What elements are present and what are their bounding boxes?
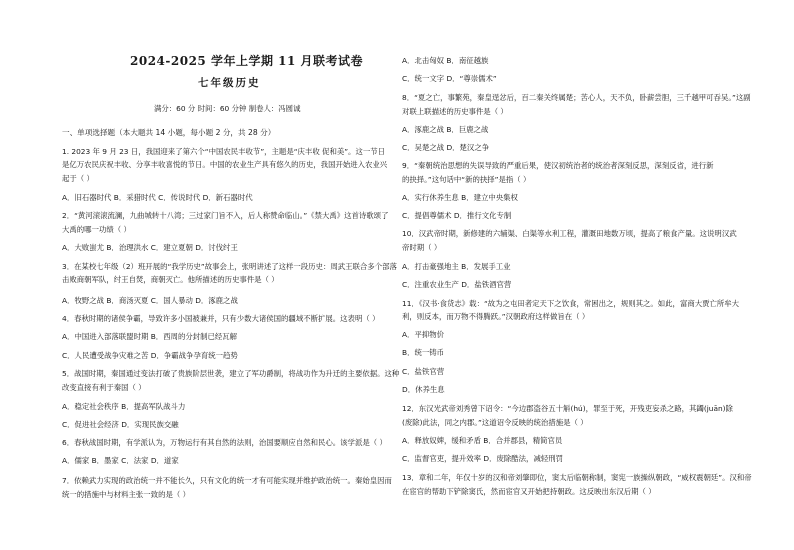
question-line: A．涿鹿之战 B．巨鹿之战	[402, 125, 489, 134]
question-line: 4．春秋时期的诸侯争霸，导致许多小国被兼并，只有少数大诸侯国的疆域不断扩展。这表明（ ）	[62, 314, 380, 323]
question-line: 在宦官的帮助下铲除窦氏，然而宦官又开始把持朝政。这反映出东汉后期（ ）	[402, 487, 656, 496]
question-line: C．吴楚之战 D．楚汉之争	[402, 143, 490, 152]
question-line: 13．章和二年，年仅十岁的汉和帝刘肇即位，窦太后临朝称制，窦宪一族操纵朝政，“威权震朝廷”。汉和帝	[402, 473, 752, 482]
question-line: 11．《汉书·食货志》载：“故为之屯田者定天下之饮食，常困出之，规则其之。如此，富商大贾亡所牟大	[402, 299, 740, 308]
question-line: 3．在某校七年级（2）班开展的“我学历史”故事会上，张明讲述了这样一段历史：周武王联合多个部落	[62, 262, 397, 271]
question-line: C．盐铁官营	[402, 367, 445, 376]
question-line: A．稳定社会秩序 B．提高军队战斗力	[62, 402, 186, 411]
section-heading: 一、单项选择题（本大题共 14 小题，每小题 2 分，共 28 分）	[62, 128, 276, 137]
question-line: A．儒家 B．墨家 C．法家 D．道家	[62, 456, 179, 465]
question-line: 12．东汉光武帝刘秀曾下诏令：“今边郡盗谷五十斛(hú)，罪至于死，开残吏妄杀之路，其蠲(juān)除	[402, 404, 733, 413]
question-line: 5．战国时期，秦国通过变法打破了贵族阶层世袭，建立了军功爵制，将战功作为升迁的主要依据。这种	[62, 369, 400, 378]
question-line: 6．春秋战国时期，有学派认为，万物运行有其自然的法则，治国要顺应自然和民心。该学派是（ ）	[62, 438, 387, 447]
question-line: 改变直接有利于秦国（ ）	[62, 383, 146, 392]
question-line: C．监督官吏，提升效率 D．废除酷法，减轻刑罚	[402, 454, 564, 463]
question-line: A．旧石器时代 B．采猎时代 C．传说时代 D．新石器时代	[62, 193, 253, 202]
question-line: 帝时期（ ）	[402, 243, 442, 252]
question-line: 9．“秦朝统治思想的失误导致的严重后果，使汉初统治者的统治者深刻反思，深刻反省，进行新	[402, 161, 714, 170]
question-line: A．平抑物价	[402, 330, 445, 339]
question-line: C．人民遭受战争灾难之苦 D．争霸战争孕育统一趋势	[62, 351, 238, 360]
question-line: 7．依赖武力实现的政治统一并不能长久，只有文化的统一才有可能实现并维护政治统一。秦始皇因而	[62, 476, 392, 485]
question-line: 1. 2023 年 9 月 23 日，我国迎来了第六个“中国农民丰收节”，主题是“庆丰收 促和美”。这一节日	[62, 147, 386, 156]
question-line: C．提倡尊儒术 D．推行文化专制	[402, 211, 512, 220]
question-line: C．统一文字 D．“尊崇儒术”	[402, 74, 497, 83]
question-line: B．统一铸币	[402, 348, 445, 357]
question-line: 对联上联描述的历史事件是（ ）	[402, 107, 508, 116]
question-line: (废除)此法，同之内郡。”这道诏令反映的统治措施是（ ）	[402, 418, 588, 427]
question-line: A．大败蚩尤 B．治理洪水 C．建立夏朝 D．讨伐纣王	[62, 243, 238, 252]
question-line: D．休养生息	[402, 385, 445, 394]
question-line: 是亿万农民庆祝丰收、分享丰收喜悦的节日。中国的农业生产具有悠久的历史，我国开始进入农业兴	[62, 160, 388, 169]
exam-subject: 七年级历史	[198, 77, 261, 89]
question-line: A．实行休养生息 B．建立中央集权	[402, 193, 518, 202]
exam-title: 2024-2025 学年上学期 11 月联考试卷	[130, 54, 364, 68]
question-line: A．打击豪强地主 B．发展手工业	[402, 262, 511, 271]
question-line: 2．“黄河滚滚流澜，九曲城转十八湾；三过家门旨不入，后人称赞命临山。”《禁大禹》这首诗歌颂了	[62, 211, 389, 220]
question-line: 大禹的哪一功绩（ ）	[62, 225, 131, 234]
question-line: 8．“夏之亡，事繁苑，秦皇逞忿后，百二秦关终属楚；苦心人，天不负，卧薪尝胆，三千越甲可吞吴。”这副	[402, 93, 751, 102]
question-line: 的抉择。”这句话中“新的抉择”是指（ ）	[402, 175, 531, 184]
exam-meta: 满分：60 分 时间：60 分钟 制卷人：冯圆诚	[154, 104, 301, 113]
question-line: C．促进社会经济 D．实现民族交融	[62, 420, 179, 429]
question-line: A．北击匈奴 B．南征越族	[402, 56, 489, 65]
question-line: C．注重农业生产 D．盐铁酒官营	[402, 280, 512, 289]
question-line: 10．汉武帝时期，新修建的六辅渠、白渠等水利工程，灌溉田地数万顷，提高了粮食产量。这说明汉武	[402, 229, 737, 238]
question-line: 击败商朝军队，纣王自焚，商朝灭亡。他所描述的历史事件是（ ）	[62, 275, 279, 284]
question-line: 起于（ ）	[62, 174, 94, 183]
question-line: A．牧野之战 B．商汤灭夏 C．国人暴动 D．涿鹿之战	[62, 296, 238, 305]
question-line: A．中国进入部落联盟时期 B．西周的分封制已经瓦解	[62, 332, 238, 341]
question-line: 利，则反本，而万物不得腾跃。”汉朝政府这样做旨在（ ）	[402, 312, 590, 321]
question-line: 统一的措施中与材料主张一致的是（ ）	[62, 490, 190, 499]
question-line: A．释放奴婢，缓和矛盾 B．合并郡县，精简官员	[402, 436, 563, 445]
